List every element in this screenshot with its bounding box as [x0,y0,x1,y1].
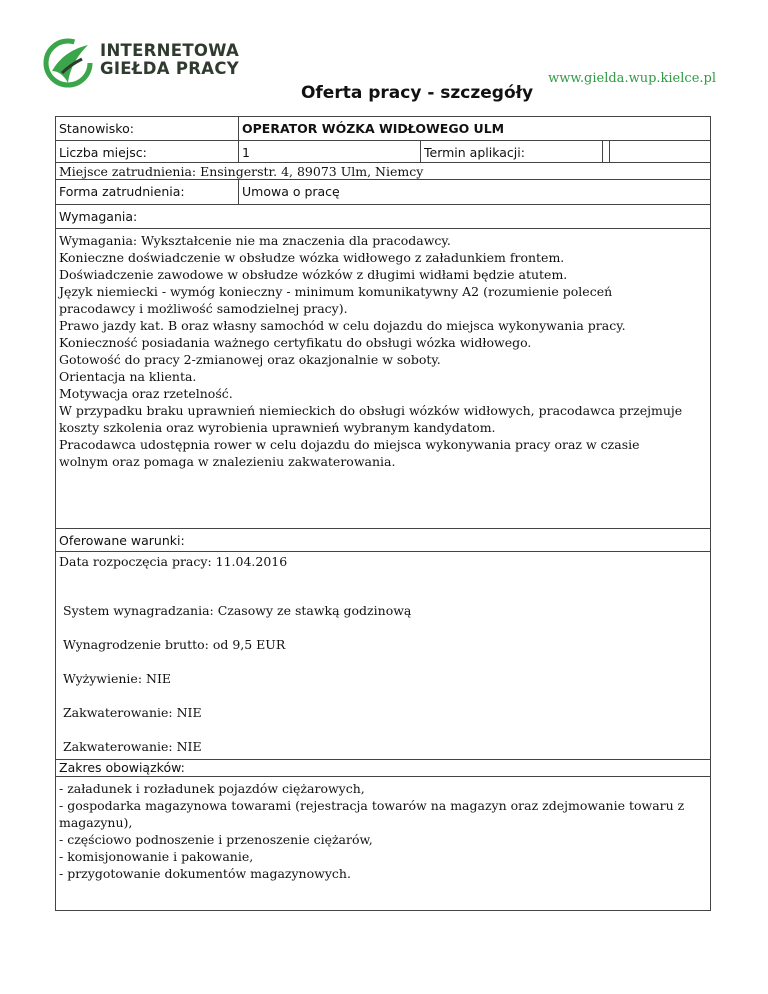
housing-2: Zakwaterowanie: NIE [63,739,202,754]
duties-text [56,777,710,885]
logo-line1: INTERNETOWA [100,41,240,60]
logo-mark-icon [42,37,100,89]
row-place [56,163,710,180]
requirement-line: Wymagania: Wykształcenie nie ma znaczenia dla pracodawcy. [59,233,451,248]
form-label: Forma zatrudnienia: [56,180,239,204]
requirement-line: W przypadku braku uprawnień niemieckich do obsługi wózków widłowych, pracodawca przejmuje [59,403,683,418]
requirement-line: Orientacja na klienta. [59,369,197,384]
place-value: Miejsce zatrudnienia: Ensingerstr. 4, 89073 Ulm, Niemcy [59,164,424,179]
duty-line: - komisjonowanie i pakowanie, [59,849,254,864]
row-conditions [56,552,710,760]
requirement-line: Język niemiecki - wymóg konieczny - minimum komunikatywny A2 (rozumienie poleceń [59,284,613,299]
conditions-label: Oferowane warunki: [59,533,185,548]
requirement-line: Konieczne doświadczenie w obsłudze wózka widłowego z załadunkiem frontem. [59,250,565,265]
requirement-line: pracodawcy i możliwość samodzielnej pracy). [59,301,348,316]
row-requirements [56,229,710,529]
logo [42,37,242,89]
duty-line: - załadunek i rozładunek pojazdów ciężarowych, [59,781,365,796]
page-title: Oferta pracy - szczegóły [300,83,534,103]
form-value: Umowa o pracę [242,184,340,199]
requirement-line: Konieczność posiadania ważnego certyfikatu do obsługi wózka widłowego. [59,335,532,350]
site-url[interactable]: www.gielda.wup.kielce.pl [548,71,716,86]
requirements-label: Wymagania: [59,209,138,224]
offer-table [55,116,711,911]
position-value: OPERATOR WÓZKA WIDŁOWEGO ULM [242,121,505,136]
salary-system: System wynagradzania: Czasowy ze stawką godzinową [63,603,412,618]
row-duties-header [56,760,710,777]
requirement-line: koszty szkolenia oraz wyrobienia uprawnień wybranym kandydatom. [59,420,496,435]
row-form [56,180,710,205]
deadline-value [603,141,610,162]
requirement-line: wolnym oraz pomaga w znalezieniu zakwaterowania. [59,454,396,469]
row-conditions-header [56,529,710,552]
position-label: Stanowisko: [56,117,239,140]
deadline-label: Termin aplikacji: [421,141,603,162]
seats-label: Liczba miejsc: [56,141,239,162]
food: Wyżywienie: NIE [63,671,172,686]
requirement-line: Pracodawca udostępnia rower w celu dojazdu do miejsca wykonywania pracy oraz w czasie [59,437,640,452]
duty-line: - gospodarka magazynowa towarami (rejestracja towarów na magazyn oraz zdejmowanie towaru z [59,798,685,813]
row-seats [56,141,710,163]
row-position [56,117,710,141]
start-date: Data rozpoczęcia pracy: 11.04.2016 [59,554,288,569]
salary: Wynagrodzenie brutto: od 9,5 EUR [63,637,286,652]
duty-line: - częściowo podnoszenie i przenoszenie ciężarów, [59,832,373,847]
duty-line: - przygotowanie dokumentów magazynowych. [59,866,351,881]
requirement-line: Gotowość do pracy 2-zmianowej oraz okazjonalnie w soboty. [59,352,441,367]
requirement-line: Doświadczenie zawodowe w obsłudze wózków z długimi widłami będzie atutem. [59,267,568,282]
row-duties [56,777,710,911]
duty-line: magazynu), [59,815,133,830]
housing-1: Zakwaterowanie: NIE [63,705,202,720]
seats-value: 1 [239,141,421,162]
logo-line2: GIEŁDA PRACY [100,59,239,78]
requirement-line: Motywacja oraz rzetelność. [59,386,233,401]
duties-label: Zakres obowiązków: [59,760,185,775]
requirements-text [56,229,710,473]
requirement-line: Prawo jazdy kat. B oraz własny samochód w celu dojazdu do miejsca wykonywania pracy. [59,318,626,333]
row-requirements-header [56,205,710,229]
